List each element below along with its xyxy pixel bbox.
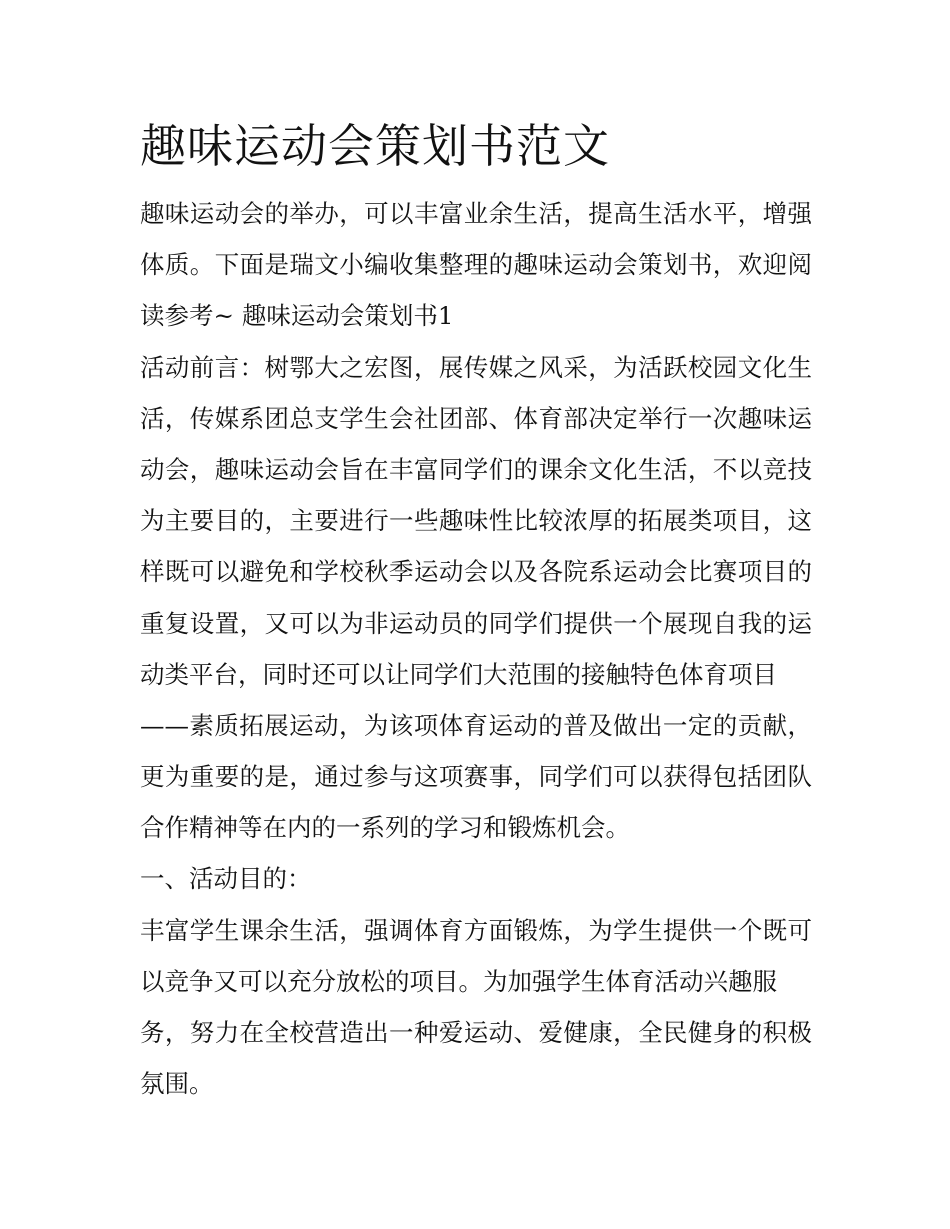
body-text-line: 合作精神等在内的一系列的学习和锻炼机会。 bbox=[140, 813, 630, 843]
body-text-line: 一、活动目的： bbox=[140, 864, 312, 894]
body-text-line: 为主要目的，主要进行一些趣味性比较浓厚的拓展类项目，这 bbox=[140, 506, 812, 536]
body-text-line: 体质。下面是瑞文小编收集整理的趣味运动会策划书，欢迎阅 bbox=[140, 250, 812, 280]
body-text-line: 以竞争又可以充分放松的项目。为加强学生体育活动兴趣服 bbox=[140, 966, 777, 996]
body-text-line: 活，传媒系团总支学生会社团部、体育部决定举行一次趣味运 bbox=[140, 403, 812, 433]
body-text-line: 动会，趣味运动会旨在丰富同学们的课余文化生活，不以竞技 bbox=[140, 454, 812, 484]
body-text-line: 氛围。 bbox=[140, 1069, 214, 1099]
body-text-line: 务，努力在全校营造出一种爱运动、爱健康，全民健身的积极 bbox=[140, 1018, 812, 1047]
body-text-line: 读参考~ 趣味运动会策划书1 bbox=[140, 301, 454, 331]
body-text-line: 动类平台，同时还可以让同学们大范围的接触特色体育项目 bbox=[140, 659, 777, 689]
body-text-line: ——素质拓展运动，为该项体育运动的普及做出一定的贡献， bbox=[140, 710, 812, 740]
document-body bbox=[140, 188, 812, 1109]
body-text-line: 重复设置，又可以为非运动员的同学们提供一个展现自我的运 bbox=[140, 608, 812, 638]
body-text-line: 趣味运动会的举办，可以丰富业余生活，提高生活水平，增强 bbox=[140, 199, 812, 228]
document-title: 趣味运动会策划书范文 bbox=[140, 119, 610, 173]
body-text-line: 丰富学生课余生活，强调体育方面锻炼，为学生提供一个既可 bbox=[140, 915, 812, 945]
body-text-line: 更为重要的是，通过参与这项赛事，同学们可以获得包括团队 bbox=[140, 762, 812, 792]
body-text-line: 活动前言：树鄂大之宏图，展传媒之风采，为活跃校园文化生 bbox=[140, 352, 812, 382]
document-page bbox=[140, 112, 812, 1109]
body-text-line: 样既可以避免和学校秋季运动会以及各院系运动会比赛项目的 bbox=[140, 557, 812, 587]
